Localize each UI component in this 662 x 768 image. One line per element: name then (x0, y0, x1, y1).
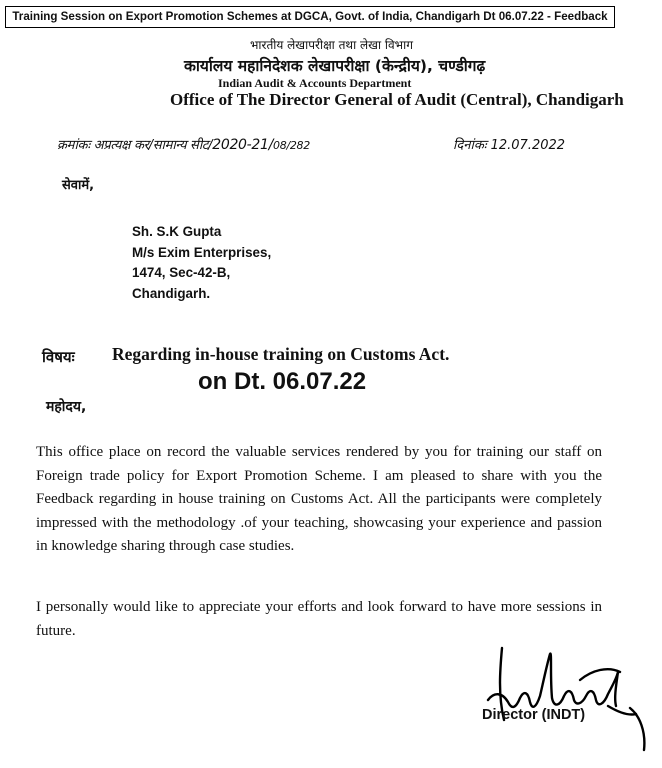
recipient-street: 1474, Sec-42-B, (132, 265, 231, 280)
recipient-name: Sh. S.K Gupta (132, 224, 222, 239)
recipient-company: M/s Exim Enterprises, (132, 244, 272, 260)
reference-suffix: 08/282 (273, 139, 310, 152)
letter-date: दिनांकः 12.07.2022 (453, 138, 566, 153)
reference-year: 2020-21/ (212, 137, 274, 153)
letterhead-office: Office of The Director General of Audit (Central), Chandigarh (170, 90, 624, 109)
body-paragraph-2: I personally would like to appreciate your efforts and look forward to have more sessions in future. (36, 599, 602, 639)
signatory-designation: Director (INDT) (482, 707, 586, 723)
letterhead-hindi-dept: भारतीय लेखापरीक्षा तथा लेखा विभाग (250, 38, 413, 52)
recipient-address (132, 222, 271, 304)
subject-date-overlay: on Dt. 06.07.22 (198, 368, 367, 395)
subject-label: विषयः (42, 348, 75, 366)
subject-text: Regarding in-house training on Customs Act. (112, 344, 450, 364)
letterhead-department: Indian Audit & Accounts Department (218, 76, 412, 90)
letterhead-hindi-office: कार्यालय महानिदेशक लेखापरीक्षा (केन्द्रीय), चण्डीगढ़ (184, 57, 486, 75)
salutation-to: सेवामें, (62, 178, 95, 193)
reference-prefix: क्रमांकः अप्रत्यक्ष कर/सामान्य सीट/ (57, 138, 213, 153)
document-caption: Training Session on Export Promotion Schemes at DGCA, Govt. of India, Chandigarh Dt 06.07.22 - Feedback (5, 6, 615, 28)
reference-number (57, 135, 310, 153)
body-paragraph-1: This office place on record the valuable services rendered by you for training our staff on Foreign trade policy for Export Promotion Scheme. I am pleased to share with you the Feedback regarding in house training on Customs Act. All the participants were completely impressed with the methodology .of your teaching, showcasing your experience and passion in knowledge sharing through case studies. (36, 444, 602, 554)
greeting: महोदय, (46, 399, 87, 415)
signature (480, 640, 655, 765)
recipient-city: Chandigarh. (132, 285, 211, 301)
